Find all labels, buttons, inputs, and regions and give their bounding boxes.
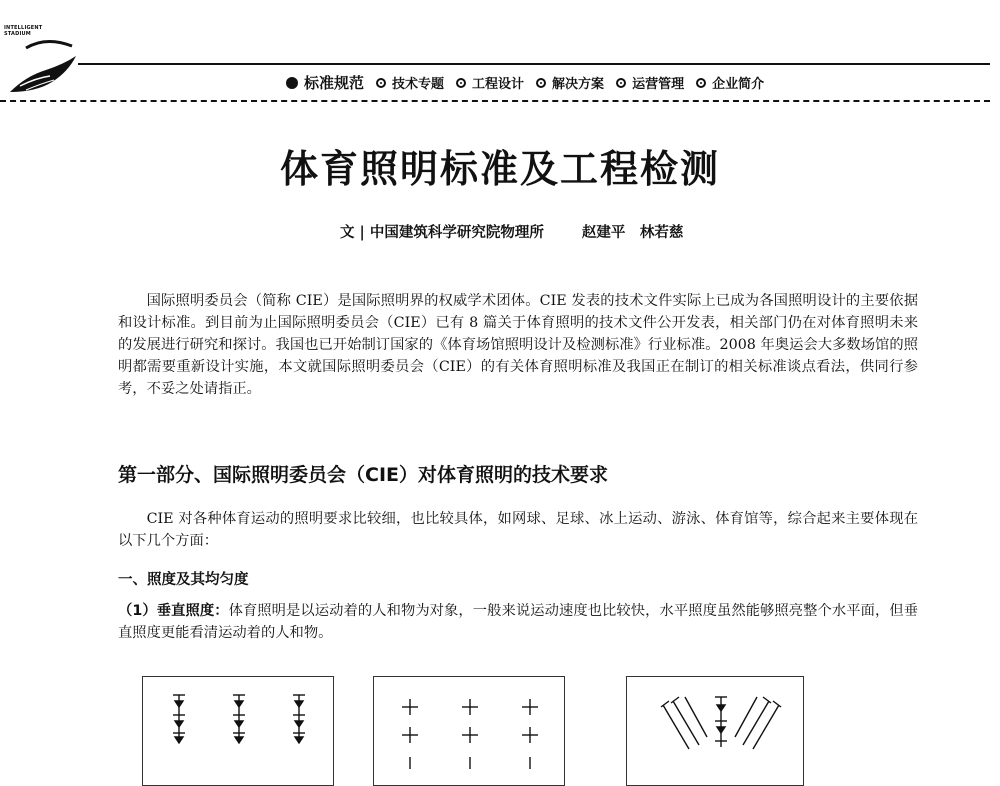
ring-bullet-icon	[456, 78, 466, 88]
nav-item-label: 工程设计	[472, 77, 525, 92]
nav-item-solutions[interactable]	[536, 73, 604, 92]
nav-item-label: 技术专题	[392, 77, 445, 92]
byline	[340, 221, 683, 242]
left-angled-arrows	[661, 697, 707, 749]
cross-mark	[462, 699, 478, 715]
ring-bullet-icon	[696, 78, 706, 88]
right-angled-arrows	[735, 697, 781, 749]
point-paragraph	[118, 600, 918, 644]
intelligent-stadium-logo	[6, 36, 84, 98]
section-heading: 第一部分、国际照明委员会（CIE）对体育照明的技术要求	[118, 464, 608, 486]
cross-mark	[402, 699, 418, 715]
arrow-column-2	[233, 695, 245, 743]
section-paragraph: CIE 对各种体育运动的照明要求比较细，也比较具体，如网球、足球、冰上运动、游泳、体育馆等，综合起来主要体现在以下几个方面：	[118, 511, 918, 549]
center-arrow-column	[715, 697, 727, 747]
figure-vertical-illuminance	[142, 676, 334, 786]
downward-arrows-diagram	[143, 677, 333, 785]
cross-mark	[522, 727, 538, 743]
ring-bullet-icon	[376, 78, 386, 88]
nav-item-engineering-design[interactable]	[456, 73, 524, 92]
point-text: 体育照明是以运动着的人和物为对象，一般来说运动速度也比较快，水平照度虽然能够照亮整个水平面，但垂直照度更能看清运动着的人和物。	[118, 603, 919, 641]
figure-cross-points	[373, 676, 565, 786]
cross-mark	[402, 727, 418, 743]
nav-item-label: 标准规范	[304, 74, 365, 92]
nav-item-label: 企业简介	[712, 77, 765, 92]
subsection-heading: 一、照度及其均匀度	[118, 572, 249, 588]
point-lead: （1）垂直照度：	[118, 603, 229, 619]
ring-bullet-icon	[616, 78, 626, 88]
header-rule	[78, 63, 990, 65]
nav-item-operations[interactable]	[616, 73, 684, 92]
nav-item-label: 解决方案	[552, 77, 605, 92]
byline-affiliation: 文 | 中国建筑科学研究院物理所	[340, 224, 544, 241]
nav-item-company[interactable]	[696, 73, 764, 92]
figure-angled-arrows	[626, 676, 804, 786]
ring-bullet-icon	[536, 78, 546, 88]
logo-text-line2: STADIUM	[4, 31, 31, 37]
arrow-column-1	[173, 695, 185, 743]
section-nav	[286, 72, 776, 93]
cross-mark	[522, 699, 538, 715]
bird-logo-icon	[6, 36, 84, 98]
logo-text	[4, 25, 42, 37]
angled-arrows-diagram	[627, 677, 803, 785]
intro-paragraph: 国际照明委员会（简称 CIE）是国际照明界的权威学术团体。CIE 发表的技术文件实际上已成为各国照明设计的主要依据和设计标准。到目前为止国际照明委员会（CIE）已有 8 篇关于体育照明的技术文件公开发表，相关部门仍在对体育照明未来的发展进行研究和探讨。我国也已开始制订国家的《体育场馆照明设计及检测标准》行业标准。2008 年奥运会大多数场馆的照明都需要重新设计实施，本文就国际照明委员会（CIE）的有关体育照明标准及我国正在制订的相关标准谈点看法，供同行参考，不妥之处请指正。	[118, 293, 918, 397]
arrow-column-3	[293, 695, 305, 743]
header-dashed-divider	[0, 100, 990, 102]
cross-mark	[462, 727, 478, 743]
nav-item-tech-topics[interactable]	[376, 73, 444, 92]
page-header	[0, 0, 1000, 110]
article-title: 体育照明标准及工程检测	[279, 146, 720, 191]
logo-text-line1: INTELLIGENT	[4, 25, 43, 31]
nav-item-standards[interactable]	[286, 72, 364, 93]
cross-points-diagram	[374, 677, 564, 785]
byline-authors: 赵建平 林若慈	[581, 224, 684, 241]
filled-bullet-icon	[286, 77, 298, 89]
nav-item-label: 运营管理	[632, 77, 685, 92]
